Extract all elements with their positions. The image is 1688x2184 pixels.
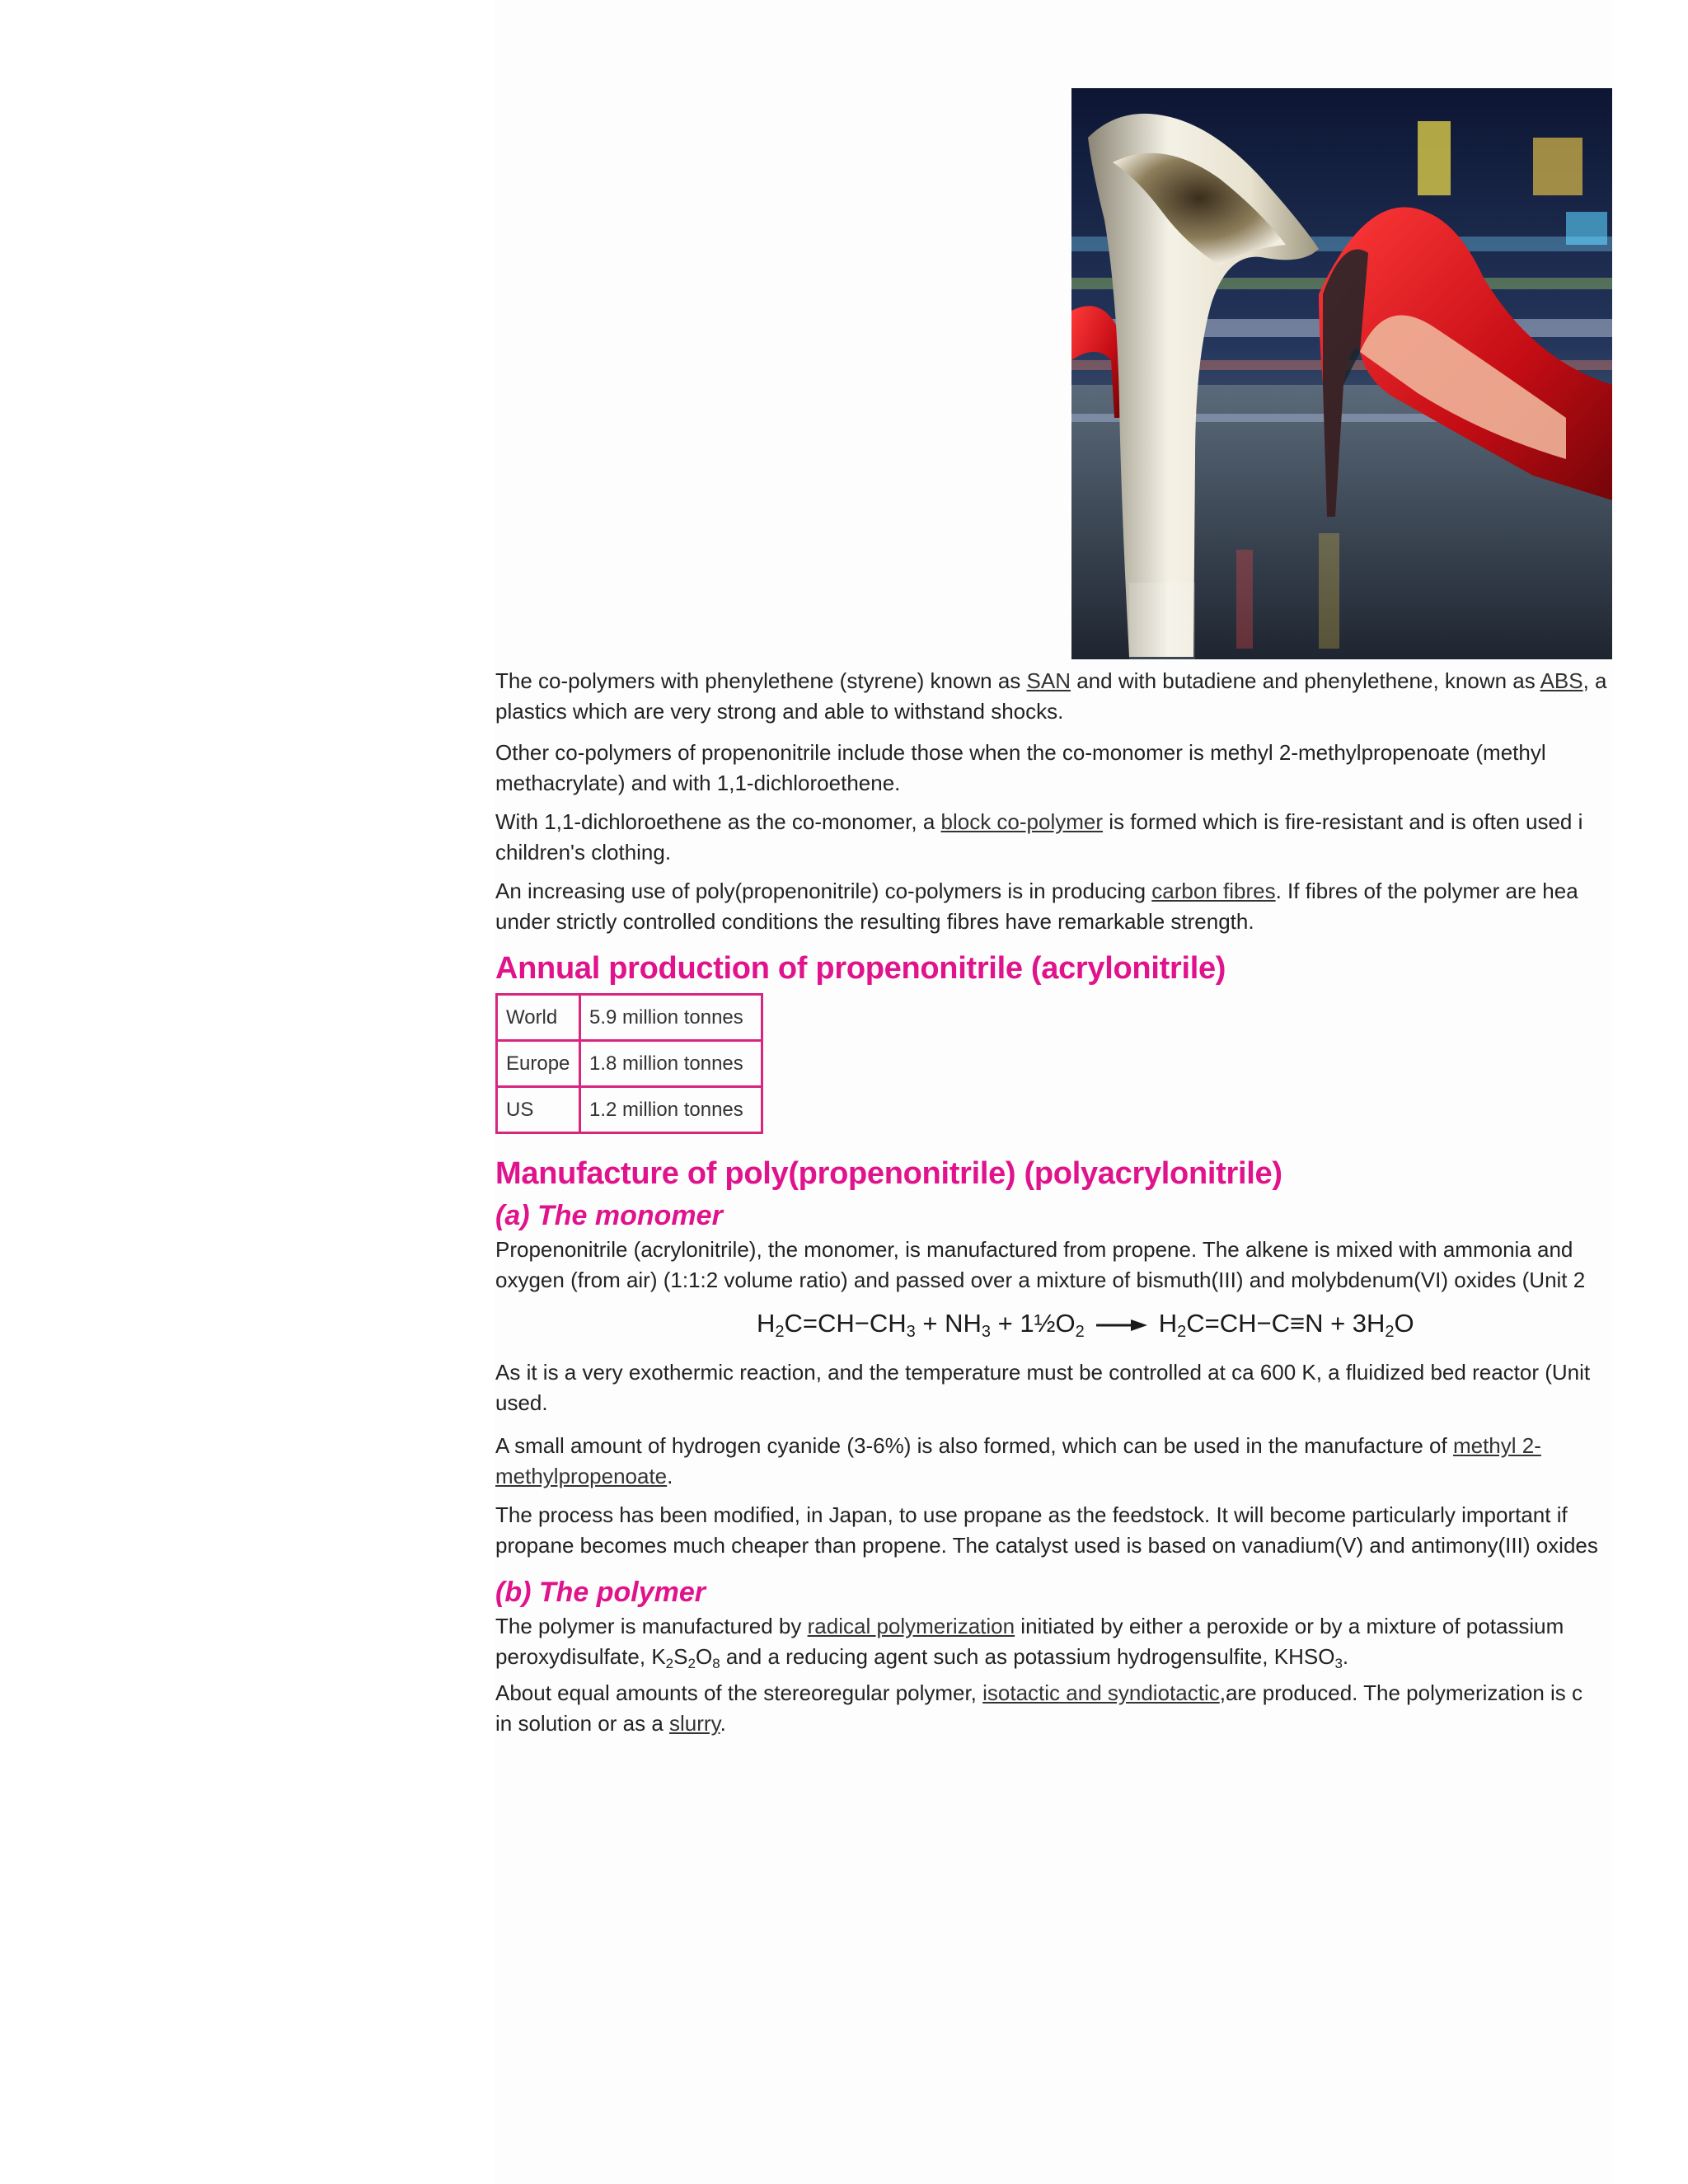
link-isotactic-syndiotactic[interactable]: isotactic and syndiotactic: [982, 1680, 1220, 1705]
text: About equal amounts of the stereoregular polymer,: [495, 1680, 983, 1705]
heading-manufacture: Manufacture of poly(propenonitrile) (polyacrylonitrile): [495, 1156, 1282, 1191]
table-row: [497, 1087, 762, 1133]
paragraph-hydrogen-cyanide: [495, 1431, 1612, 1492]
text: and a reducing agent such as potassium hydrogensulfite, KHSO: [720, 1644, 1335, 1669]
shoes-illustration: [1071, 88, 1612, 659]
text: is formed which is fire-resistant and is often used i: [1103, 809, 1583, 834]
link-methyl-2[interactable]: methyl 2-: [1452, 1433, 1541, 1458]
text: With 1,1-dichloroethene as the co-monomer, a: [495, 809, 941, 834]
table-row: [497, 995, 762, 1041]
table-row: [497, 1041, 762, 1087]
text: and with butadiene and phenylethene, known as: [1071, 668, 1540, 693]
text: Propenonitrile (acrylonitrile), the monomer, is manufactured from propene. The alkene is mixed with ammonia and: [495, 1237, 1573, 1262]
reaction-equation: [757, 1309, 1414, 1342]
paragraph-radical-polymerization: The polymer is manufactured by radical polymerization initiated by either a peroxide or by a mixture of potassium peroxydisulfate, $K_2S_2O_8$ and a reducing agent such as potassium hydrogensulfite, $KHSO_3$.: [495, 1614, 1564, 1671]
text: , a: [1582, 668, 1607, 693]
paragraph-copolymers-san-abs: [495, 666, 1612, 727]
text: The process has been modified, in Japan, to use propane as the feedstock. It will become particularly important if: [495, 1502, 1568, 1527]
paragraph-monomer-process: [495, 1235, 1612, 1296]
region-cell: US: [497, 1087, 580, 1133]
text: .: [667, 1464, 673, 1488]
hero-image: [1071, 88, 1612, 659]
text: in solution or as a: [495, 1711, 670, 1736]
paragraph-propane-feedstock: [495, 1500, 1612, 1561]
link-block-copolymer[interactable]: block co-polymer: [940, 809, 1104, 834]
region-cell: World: [497, 995, 580, 1041]
text: The polymer is manufactured by: [495, 1614, 808, 1638]
paragraph-stereoregular: [495, 1678, 1612, 1739]
text: A small amount of hydrogen cyanide (3-6%) is also formed, which can be used in the manufacture of: [495, 1433, 1453, 1458]
subheading-polymer: (b) The polymer: [495, 1577, 706, 1608]
text: used.: [495, 1390, 548, 1415]
equation-products: $H_2C=CH-C\equiv N + 3H_2O$: [1158, 1309, 1414, 1341]
amount-cell: 1.2 million tonnes: [580, 1087, 762, 1133]
link-radical-polymerization[interactable]: radical polymerization: [807, 1614, 1015, 1638]
text: plastics which are very strong and able to withstand shocks.: [495, 699, 1064, 724]
text: ,are produced. The polymerization is c: [1219, 1680, 1583, 1705]
equation-reactants: $H_2C=CH-CH_3 + NH_3$ + $1\frac{1}{2}O_2$: [757, 1309, 1085, 1341]
production-table: [495, 993, 763, 1134]
left-margin: [0, 0, 495, 2184]
text: oxygen (from air) (1:1:2 volume ratio) and passed over a mixture of bismuth(III) and molybdenum(VI) oxides (Unit 2: [495, 1268, 1586, 1292]
text: under strictly controlled conditions the resulting fibres have remarkable strength.: [495, 909, 1254, 934]
subheading-monomer: (a) The monomer: [495, 1200, 723, 1231]
paragraph-exothermic: [495, 1357, 1612, 1418]
link-methylpropenoate[interactable]: methylpropenoate: [495, 1464, 668, 1488]
text: Other co-polymers of propenonitrile include those when the co-monomer is methyl 2-methylpropenoate (methyl: [495, 740, 1546, 765]
amount-cell: 1.8 million tonnes: [580, 1041, 762, 1087]
reaction-arrow-icon: [1095, 1310, 1149, 1340]
text: peroxydisulfate, K: [495, 1644, 666, 1669]
text: An increasing use of poly(propenonitrile) co-polymers is in producing: [495, 879, 1152, 903]
link-san[interactable]: SAN: [1026, 668, 1071, 693]
text: As it is a very exothermic reaction, and the temperature must be controlled at ca 600 K, a fluidized bed reactor (Unit: [495, 1360, 1591, 1385]
region-cell: Europe: [497, 1041, 580, 1087]
link-slurry[interactable]: slurry: [669, 1711, 720, 1736]
link-carbon-fibres[interactable]: carbon fibres: [1151, 879, 1276, 903]
text: propane becomes much cheaper than propene. The catalyst used is based on vanadium(V) and antimony(III) oxides: [495, 1533, 1598, 1558]
paragraph-other-copolymers: [495, 738, 1612, 799]
text: .: [720, 1711, 726, 1736]
paragraph-dichloroethene: [495, 807, 1612, 868]
heading-annual-production: Annual production of propenonitrile (acrylonitrile): [495, 951, 1226, 986]
text: initiated by either a peroxide or by a mixture of potassium: [1015, 1614, 1564, 1638]
link-abs[interactable]: ABS: [1540, 668, 1583, 693]
paragraph-carbon-fibres: [495, 876, 1612, 937]
text: The co-polymers with phenylethene (styrene) known as: [495, 668, 1027, 693]
amount-cell: 5.9 million tonnes: [580, 995, 762, 1041]
text: children's clothing.: [495, 840, 672, 865]
text: . If fibres of the polymer are hea: [1275, 879, 1578, 903]
text: methacrylate) and with 1,1-dichloroethene.: [495, 771, 901, 795]
